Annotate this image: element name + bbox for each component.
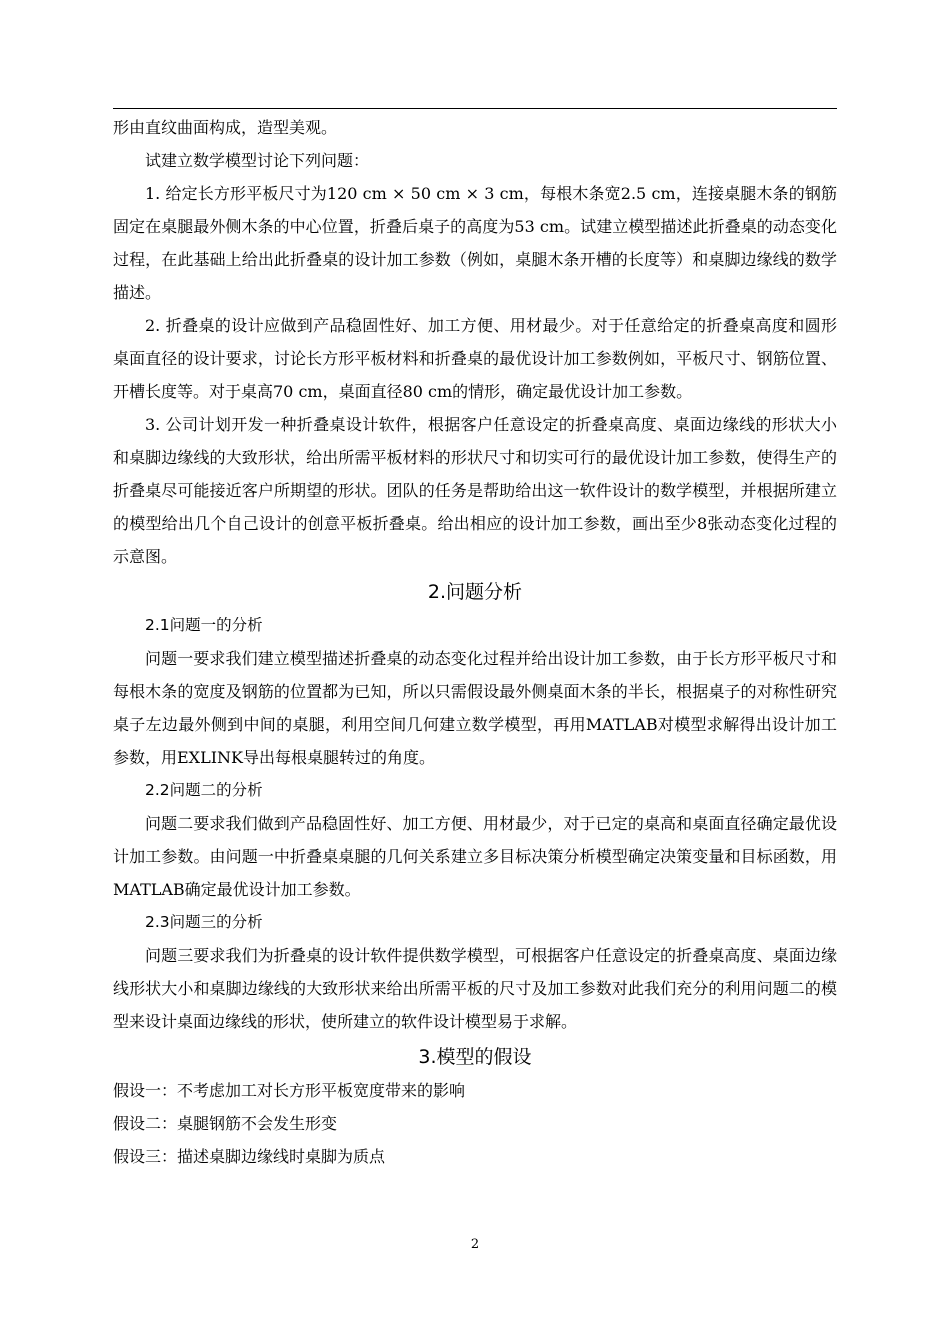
subsection-2-3-heading: 2.3问题三的分析 <box>145 913 263 931</box>
page-number: 2 <box>470 1237 480 1252</box>
section-3-heading: 3.模型的假设 <box>418 1046 532 1068</box>
question-2-paragraph: 2. 折叠桌的设计应做到产品稳固性好、加工方便、用材最少。对于任意给定的折叠桌高度和圆形桌面直径的设计要求，讨论长方形平板材料和折叠桌的最优设计加工参数例如，平板尺寸、钢筋位置、开槽长度等。对于桌高70 cm，桌面直径80 cm的情形，确定最优设计加工参数。 <box>113 316 837 401</box>
continuation-paragraph: 形由直纹曲面构成，造型美观。 <box>113 118 338 137</box>
assumption-1: 假设一：不考虑加工对长方形平板宽度带来的影响 <box>113 1081 466 1100</box>
document-page <box>113 0 837 1344</box>
header-rule <box>113 108 837 109</box>
subsection-2-1-heading: 2.1问题一的分析 <box>145 616 263 634</box>
question-1-paragraph: 1. 给定长方形平板尺寸为120 cm × 50 cm × 3 cm，每根木条宽2.5 cm，连接桌腿木条的钢筋固定在桌腿最外侧木条的中心位置，折叠后桌子的高度为53 cm。试建立模型描述此折叠桌的动态变化过程，在此基础上给出此折叠桌的设计加工参数（例如，桌腿木条开槽的长度等）和桌脚边缘线的数学描述。 <box>113 184 837 302</box>
section-2-heading: 2.问题分析 <box>427 581 523 603</box>
subsection-2-3-paragraph: 问题三要求我们为折叠桌的设计软件提供数学模型，可根据客户任意设定的折叠桌高度、桌面边缘线形状大小和桌脚边缘线的大致形状来给出所需平板的尺寸及加工参数对此我们充分的利用问题二的模型来设计桌面边缘线的形状，使所建立的软件设计模型易于求解。 <box>113 946 837 1031</box>
assumption-3: 假设三：描述桌脚边缘线时桌脚为质点 <box>113 1147 386 1166</box>
task-lead-paragraph: 试建立数学模型讨论下列问题： <box>145 151 370 170</box>
subsection-2-1-paragraph: 问题一要求我们建立模型描述折叠桌的动态变化过程并给出设计加工参数，由于长方形平板尺寸和每根木条的宽度及钢筋的位置都为已知，所以只需假设最外侧桌面木条的半长，根据桌子的对称性研究桌子左边最外侧到中间的桌腿，利用空间几何建立数学模型，再用MATLAB对模型求解得出设计加工参数，用EXLINK导出每根桌腿转过的角度。 <box>113 649 837 767</box>
question-3-paragraph: 3. 公司计划开发一种折叠桌设计软件，根据客户任意设定的折叠桌高度、桌面边缘线的形状大小和桌脚边缘线的大致形状，给出所需平板材料的形状尺寸和切实可行的最优设计加工参数，使得生产的折叠桌尽可能接近客户所期望的形状。团队的任务是帮助给出这一软件设计的数学模型，并根据所建立的模型给出几个自己设计的创意平板折叠桌。给出相应的设计加工参数，画出至少8张动态变化过程的示意图。 <box>113 415 837 566</box>
assumption-2: 假设二：桌腿钢筋不会发生形变 <box>113 1114 338 1133</box>
page-content <box>113 111 837 1173</box>
subsection-2-2-paragraph: 问题二要求我们做到产品稳固性好、加工方便、用材最少，对于已定的桌高和桌面直径确定最优设计加工参数。由问题一中折叠桌桌腿的几何关系建立多目标决策分析模型确定决策变量和目标函数，用MATLAB确定最优设计加工参数。 <box>113 814 837 899</box>
subsection-2-2-heading: 2.2问题二的分析 <box>145 781 263 799</box>
